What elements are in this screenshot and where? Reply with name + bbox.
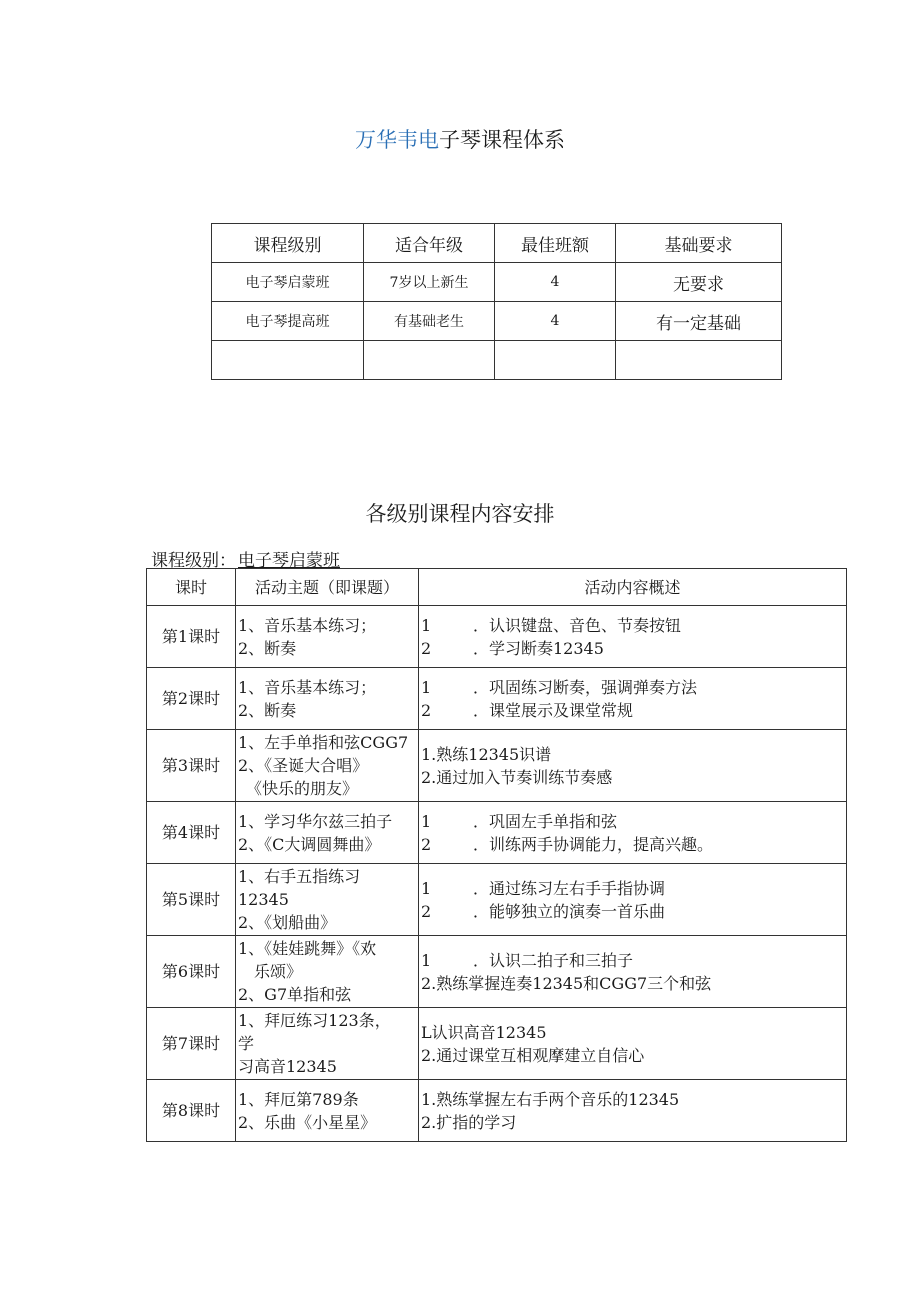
table-cell	[616, 341, 782, 380]
lesson-row	[147, 802, 847, 864]
content-item-text: ．训练两手协调能力，提高兴趣。	[473, 834, 714, 854]
table-row-empty	[212, 341, 782, 380]
content-item-number: 2	[421, 901, 432, 921]
section-title: 各级别课程内容安排	[365, 502, 555, 526]
lesson-theme-cell	[236, 668, 419, 730]
content-item-text: ．认识键盘、音色、节奏按钮	[473, 615, 682, 635]
content-item-number: 1	[421, 878, 432, 898]
lesson-theme-cell	[236, 936, 419, 1008]
table-cell	[212, 341, 364, 380]
table-cell: 有一定基础	[616, 302, 782, 341]
content-item-number: 1	[421, 811, 432, 831]
lesson-row	[147, 1080, 847, 1142]
table-row	[212, 302, 782, 341]
content-line	[421, 877, 846, 900]
content-item-text: 1.熟练掌握左右手两个音乐的12345	[421, 1089, 680, 1109]
content-line	[421, 810, 846, 833]
lesson-number-cell: 第1课时	[147, 606, 236, 668]
content-line	[421, 1021, 846, 1044]
header-cell: 课时	[147, 569, 236, 606]
theme-line: 1、学习华尔兹三拍子	[238, 811, 393, 831]
content-line	[421, 614, 846, 637]
header-cell: 基础要求	[616, 224, 782, 263]
content-item-number: 2	[421, 834, 432, 854]
lesson-row	[147, 864, 847, 936]
lesson-row	[147, 1008, 847, 1080]
content-line	[421, 1044, 846, 1067]
table-cell: 有基础老生	[364, 302, 495, 341]
content-item-text: 1.熟练12345识谱	[421, 744, 552, 764]
content-item-text: ．通过练习左右手手指协调	[473, 878, 666, 898]
content-line	[421, 637, 846, 660]
table-cell: 电子琴启蒙班	[212, 263, 364, 302]
content-line	[421, 1088, 846, 1111]
content-line	[421, 699, 846, 722]
theme-line: 2、乐曲《小星星》	[238, 1112, 377, 1132]
header-cell: 适合年级	[364, 224, 495, 263]
content-line	[421, 766, 846, 789]
title-rest: 子琴课程体系	[439, 128, 565, 152]
content-line	[421, 900, 846, 923]
lesson-row	[147, 668, 847, 730]
content-item-text: 2.通过加入节奏训练节奏感	[421, 767, 613, 787]
theme-line: 2、断奏	[238, 700, 297, 720]
lesson-theme-cell	[236, 802, 419, 864]
content-item-number: 1	[421, 677, 432, 697]
content-item-number: 1	[421, 615, 432, 635]
content-item-text: ．课堂展示及课堂常规	[473, 700, 634, 720]
page-title	[0, 124, 920, 154]
lesson-theme-cell	[236, 606, 419, 668]
lesson-number-cell: 第7课时	[147, 1008, 236, 1080]
lesson-theme-cell	[236, 1080, 419, 1142]
lesson-plan-table	[146, 568, 847, 1142]
theme-line: 12345	[238, 890, 289, 909]
theme-line: 乐颂》	[238, 962, 303, 981]
lesson-theme-cell	[236, 864, 419, 936]
table-cell: 7岁以上新生	[364, 263, 495, 302]
theme-line: 1、左手单指和弦CGG7	[238, 733, 409, 752]
theme-line: 2、《圣诞大合唱》	[238, 756, 369, 775]
lesson-number-cell: 第2课时	[147, 668, 236, 730]
table-cell: 4	[495, 263, 616, 302]
table-cell	[364, 341, 495, 380]
table-cell: 无要求	[616, 263, 782, 302]
lesson-theme-cell	[236, 730, 419, 802]
theme-line: 学	[238, 1034, 255, 1053]
content-line	[421, 1111, 846, 1134]
lesson-row	[147, 936, 847, 1008]
theme-line: 习高音12345	[238, 1057, 337, 1076]
theme-line: 1、音乐基本练习；	[238, 677, 377, 697]
theme-line: 1、右手五指练习	[238, 867, 361, 886]
table-cell: 电子琴提高班	[212, 302, 364, 341]
content-item-number: 2	[421, 638, 432, 658]
theme-line: 《快乐的朋友》	[238, 779, 359, 798]
content-line	[421, 676, 846, 699]
table-cell	[495, 341, 616, 380]
content-line	[421, 972, 846, 995]
content-item-text: 2.通过课堂互相观摩建立自信心	[421, 1045, 645, 1065]
table-cell: 4	[495, 302, 616, 341]
content-line	[421, 949, 846, 972]
theme-line: 2、断奏	[238, 638, 297, 658]
content-item-text: ．巩固练习断奏，强调弹奏方法	[473, 677, 698, 697]
course-level-table	[211, 223, 782, 380]
content-item-text: 2.熟练掌握连奏12345和CGG7三个和弦	[421, 973, 712, 993]
lesson-content-cell	[419, 802, 847, 864]
theme-line: 1、拜厄练习123条，	[238, 1011, 391, 1030]
header-cell: 活动内容概述	[419, 569, 847, 606]
header-cell: 最佳班额	[495, 224, 616, 263]
lesson-number-cell: 第8课时	[147, 1080, 236, 1142]
theme-line: 1、音乐基本练习；	[238, 615, 377, 635]
table-header-row	[212, 224, 782, 263]
theme-line: 1、拜厄第789条	[238, 1089, 359, 1109]
content-item-text: ．能够独立的演奏一首乐曲	[473, 901, 666, 921]
theme-line: 1、《娃娃跳舞》《欢	[238, 939, 377, 958]
lesson-row	[147, 730, 847, 802]
course-level-value: 电子琴启蒙班	[238, 551, 340, 571]
theme-line: 2、G7单指和弦	[238, 985, 352, 1004]
lesson-row	[147, 606, 847, 668]
lesson-content-cell	[419, 606, 847, 668]
header-cell: 活动主题（即课题）	[236, 569, 419, 606]
content-line	[421, 833, 846, 856]
content-line	[421, 743, 846, 766]
lesson-content-cell	[419, 864, 847, 936]
lesson-content-cell	[419, 936, 847, 1008]
lesson-content-cell	[419, 1080, 847, 1142]
course-level-label: 课程级别：	[151, 551, 236, 571]
lesson-number-cell: 第3课时	[147, 730, 236, 802]
lesson-content-cell	[419, 668, 847, 730]
lesson-theme-cell	[236, 1008, 419, 1080]
content-item-text: ．学习断奏12345	[473, 638, 604, 658]
content-item-text: L认识高音12345	[421, 1022, 547, 1042]
table-row	[212, 263, 782, 302]
lesson-number-cell: 第5课时	[147, 864, 236, 936]
table-header-row	[147, 569, 847, 606]
lesson-content-cell	[419, 730, 847, 802]
content-item-number: 2	[421, 700, 432, 720]
lesson-number-cell: 第4课时	[147, 802, 236, 864]
theme-line: 2、《划船曲》	[238, 913, 337, 932]
lesson-content-cell	[419, 1008, 847, 1080]
title-highlight: 万华韦电	[355, 128, 439, 152]
theme-line: 2、《C大调圆舞曲》	[238, 834, 381, 854]
content-item-text: ．巩固左手单指和弦	[473, 811, 618, 831]
header-cell: 课程级别	[212, 224, 364, 263]
content-item-text: 2.扩指的学习	[421, 1112, 517, 1132]
lesson-number-cell: 第6课时	[147, 936, 236, 1008]
content-item-number: 1	[421, 950, 432, 970]
content-item-text: ．认识二拍子和三拍子	[473, 950, 634, 970]
